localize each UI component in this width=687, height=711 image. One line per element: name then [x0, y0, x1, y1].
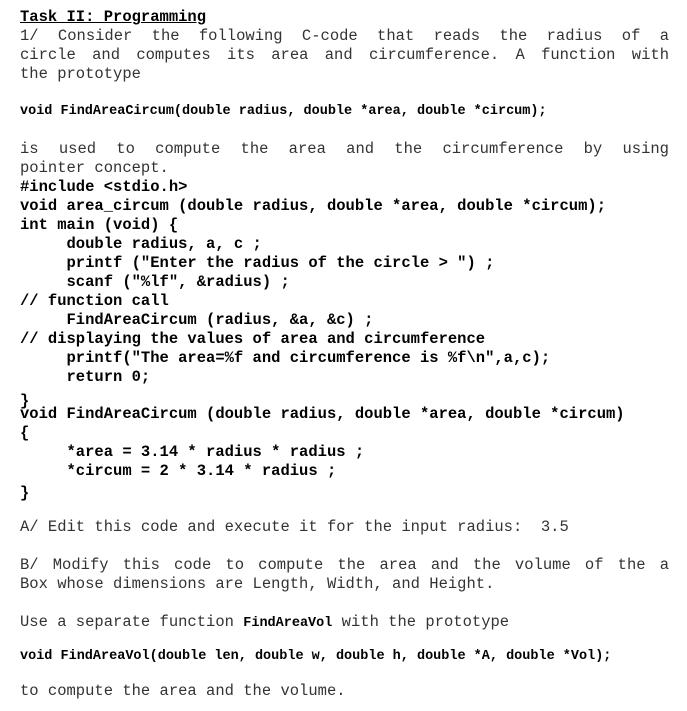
code-line: printf ("Enter the radius of the circle > ") ;: [20, 254, 495, 272]
code-line: printf("The area=%f and circumference is %f\n",a,c);: [20, 349, 551, 367]
code-line: {: [20, 424, 30, 442]
after-line-2: pointer concept.: [20, 159, 169, 177]
part-b-line-2: Box whose dimensions are Length, Width, and Height.: [20, 575, 495, 593]
code-line: #include <stdio.h>: [20, 178, 188, 196]
code-line: return 0;: [20, 368, 151, 386]
prototype-line: void FindAreaCircum(double radius, double *area, double *circum);: [20, 104, 547, 119]
code-line: scanf ("%lf", &radius) ;: [20, 273, 290, 291]
use-tail: with the prototype: [332, 613, 510, 631]
intro-line-1: 1/ Consider the following C-code that reads the radius of a: [20, 27, 669, 45]
code-line: void area_circum (double radius, double *area, double *circum);: [20, 197, 606, 215]
code-line: double radius, a, c ;: [20, 235, 262, 253]
code-line: // function call: [20, 292, 169, 310]
code-line: void FindAreaCircum (double radius, double *area, double *circum): [20, 405, 625, 423]
after-line-1: is used to compute the area and the circumference by using: [20, 140, 669, 158]
code-line: }: [20, 392, 30, 410]
prototype2-line: void FindAreaVol(double len, double w, double h, double *A, double *Vol);: [20, 649, 612, 664]
use-line: [20, 613, 509, 631]
use-text: Use a separate function: [20, 613, 244, 631]
part-b-line-1: B/ Modify this code to compute the area and the volume of the a: [20, 556, 669, 574]
code-line: }: [20, 484, 30, 502]
part-a-line: A/ Edit this code and execute it for the input radius: 3.5: [20, 518, 569, 536]
task-title: Task II: Programming: [20, 8, 207, 26]
code-line: // displaying the values of area and circumference: [20, 330, 486, 348]
code-line: *circum = 2 * 3.14 * radius ;: [20, 462, 337, 480]
code-line: FindAreaCircum (radius, &a, &c) ;: [20, 311, 374, 329]
code-line: *area = 3.14 * radius * radius ;: [20, 443, 365, 461]
final-line: to compute the area and the volume.: [20, 682, 346, 700]
code-line: int main (void) {: [20, 216, 179, 234]
intro-line-2: circle and computes its area and circumference. A function with: [20, 46, 669, 64]
use-function-name: FindAreaVol: [243, 616, 333, 631]
intro-line-3: the prototype: [20, 65, 141, 83]
